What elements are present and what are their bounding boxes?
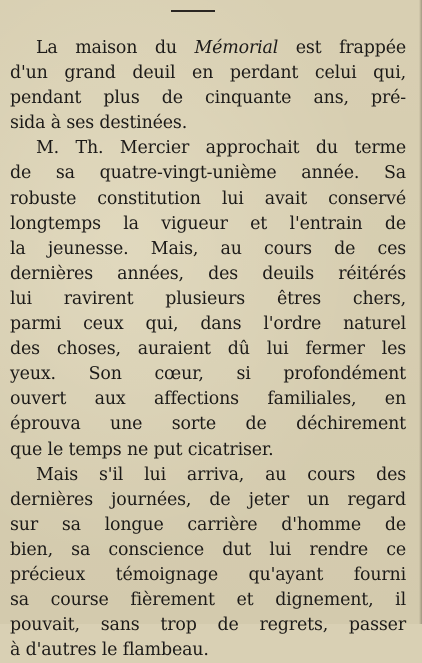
text-line: de sa quatre-vingt-unième année. Sa xyxy=(10,163,406,184)
paragraph xyxy=(10,36,406,136)
text-line: d'un grand deuil en perdant celui qui, xyxy=(10,63,406,84)
text-line: des choses, auraient dû lui fermer les xyxy=(10,339,406,360)
article-body xyxy=(10,36,406,663)
text-line: longtemps la vigueur et l'entrain de xyxy=(10,213,406,234)
text-line: sur sa longue carrière d'homme de xyxy=(10,514,406,535)
text-line: parmi ceux qui, dans l'ordre naturel xyxy=(10,314,406,335)
paragraph xyxy=(10,136,406,462)
text-line: éprouva une sorte de déchirement xyxy=(10,414,406,435)
text-line: dernières années, des deuils réitérés xyxy=(10,263,406,284)
text-line: Mais s'il lui arriva, au cours des xyxy=(36,464,406,485)
text-line: que le temps ne put cicatriser. xyxy=(10,439,274,460)
paragraph xyxy=(10,463,406,663)
text-line: à d'autres le flambeau. xyxy=(10,640,209,661)
text-line: sa course fièrement et dignement, il xyxy=(10,590,406,611)
text-line: pouvait, sans trop de regrets, passer xyxy=(10,615,406,636)
text-line: pendant plus de cinquante ans, pré- xyxy=(10,88,406,109)
section-divider-rule xyxy=(171,10,215,12)
text-line: dernières journées, de jeter un regard xyxy=(10,489,406,510)
text-line: lui ravirent plusieurs êtres chers, xyxy=(10,288,406,309)
text-line: ouvert aux affections familiales, en xyxy=(10,389,406,410)
italic-title: Mémorial xyxy=(194,38,279,58)
text-line: M. Th. Mercier approchait du terme xyxy=(36,138,406,159)
text-line: yeux. Son cœur, si profondément xyxy=(10,364,406,385)
text-line: la jeunesse. Mais, au cours de ces xyxy=(10,238,406,259)
text-line: La maison du Mémorial est frappée xyxy=(36,38,406,58)
text-line: précieux témoignage qu'ayant fourni xyxy=(10,564,406,585)
text-line: robuste constitution lui avait conservé xyxy=(10,188,406,209)
text-line: sida à ses destinées. xyxy=(10,113,188,134)
text-line: bien, sa conscience dut lui rendre ce xyxy=(10,539,406,560)
